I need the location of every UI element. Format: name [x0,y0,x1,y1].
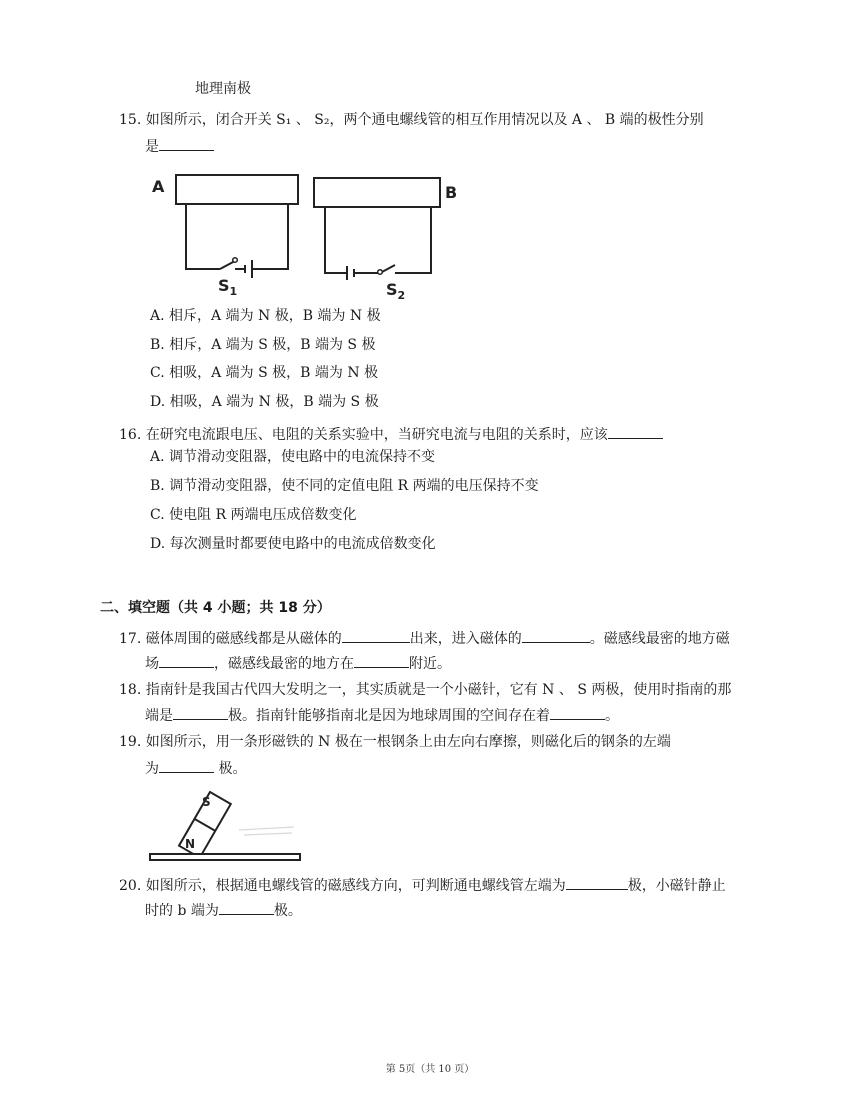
right-circuit-wire [325,207,347,273]
q15-option-d: D. 相吸，A 端为 N 极，B 端为 S 极 [150,394,379,410]
q16-option-a: A. 调节滑动变阻器，使电路中的电流保持不变 [150,449,436,465]
right-solenoid [314,178,440,207]
left-solenoid [176,175,298,204]
q18-blank-1 [173,704,228,720]
left-circuit-wire [186,204,220,269]
label-s1: $S_1$ [218,276,238,298]
label-a: A [152,177,165,196]
q15-stem-line1: 15. 如图所示，闭合开关 S₁ 、 S₂，两个通电螺线管的相互作用情况以及 A 、 B 端的极性分别 [119,112,704,128]
q18-line2: 端是 极。指南针能够指南北是因为地球周围的空间存在着 。 [145,704,619,726]
label-s2: $S_2$ [386,280,406,302]
q15-stem-line2 [145,135,214,157]
q15-answer-blank [159,135,214,151]
q16-stem [119,423,663,445]
q19-line2: 为 极。 [145,757,246,779]
q15-stem-prefix: 是 [145,139,159,155]
q19-line1: 19. 如图所示，用一条形磁铁的 N 极在一根钢条上由左向右摩擦，则磁化后的钢条的左端 [119,734,671,750]
q17-blank-1 [342,627,410,643]
q16-option-d: D. 每次测量时都要使电路中的电流成倍数变化 [150,536,436,552]
q20-blank-2 [219,899,274,915]
q16-option-b: B. 调节滑动变阻器，使不同的定值电阻 R 两端的电压保持不变 [150,478,539,494]
magnet-label-n: N [185,837,196,851]
q19-blank [159,757,214,773]
q18-blank-2 [550,704,605,720]
q20-blank-1 [566,874,628,890]
q17-blank-3 [159,652,214,668]
q18-line1: 18. 指南针是我国古代四大发明之一，其实质就是一个小磁针，它有 N 、 S 两极，使用时指南的那 [119,682,732,698]
q15-option-b: B. 相斥，A 端为 S 极，B 端为 S 极 [150,337,376,353]
q20-line1: 20. 如图所示，根据通电螺线管的磁感线方向，可判断通电螺线管左端为 极，小磁针静止 [119,874,726,896]
q15-option-c: C. 相吸，A 端为 S 极，B 端为 N 极 [150,365,379,381]
label-b: B [445,183,458,202]
carryover-text: 地理南极 [195,81,251,97]
magnet-label-s: S [202,795,211,809]
q16-stem-text: 16. 在研究电流跟电压、电阻的关系实验中，当研究电流与电阻的关系时，应该 [119,427,608,443]
steel-bar [150,854,300,860]
q16-option-c: C. 使电阻 R 两端电压成倍数变化 [150,507,357,523]
q17-blank-2 [522,627,590,643]
q15-option-a: A. 相斥，A 端为 N 极，B 端为 N 极 [150,308,381,324]
q17-line1: 17. 磁体周围的磁感线都是从磁体的 出来，进入磁体的 。磁感线最密的地方磁 [119,627,730,649]
q17-blank-4 [354,652,409,668]
q20-line2: 时的 b 端为 极。 [145,899,302,921]
page-footer: 第 5页（共 10 页） [385,1064,475,1075]
q19-magnet-figure [144,785,304,865]
q16-answer-blank [608,423,663,439]
section2-title: 二、填空题（共 4 小题；共 18 分） [100,600,331,616]
q15-solenoid-figure [148,168,468,303]
q17-line2: 场 ，磁感线最密的地方在 附近。 [145,652,451,674]
